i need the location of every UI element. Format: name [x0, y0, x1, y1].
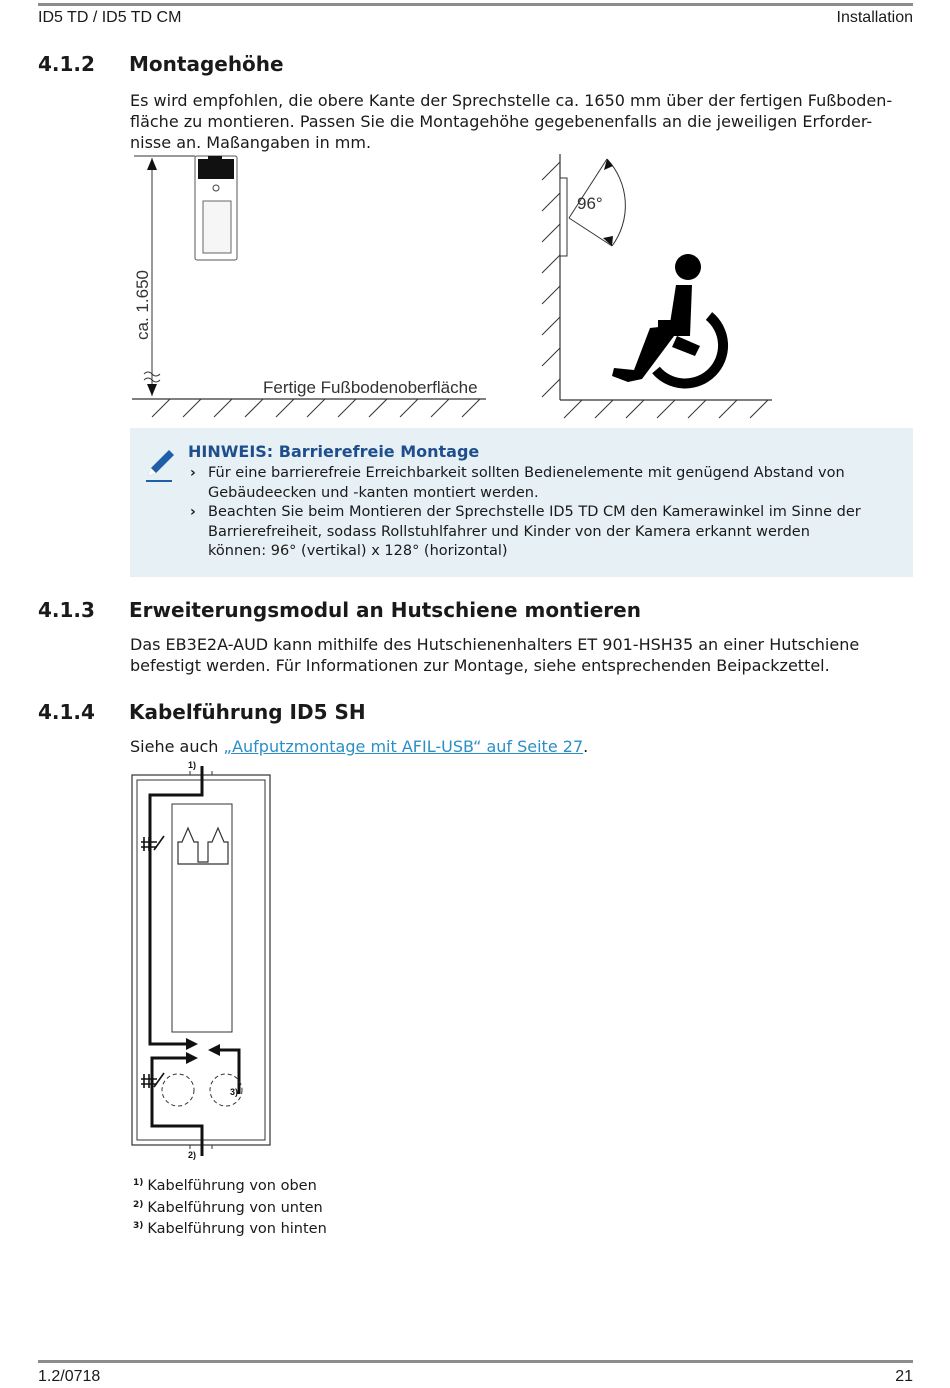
note-box: [130, 428, 913, 577]
note-item: [208, 503, 908, 562]
hatch-mark: [750, 400, 768, 418]
section-title: Montagehöhe: [129, 52, 284, 76]
hatch-mark: [245, 399, 263, 417]
hatch-mark: [542, 379, 560, 397]
note-line: Für eine barrierefreie Erreichbarkeit sollten Bedienelemente mit genügend Abstand von: [208, 465, 845, 481]
hatch-mark: [719, 400, 737, 418]
chevron-right-icon: ›: [190, 465, 196, 481]
section-number: 4.1.2: [38, 52, 95, 76]
hatch-mark: [542, 286, 560, 304]
hatch-mark: [307, 399, 325, 417]
body-line: befestigt werden. Für Informationen zur Montage, siehe entsprechenden Beipackzettel.: [130, 656, 830, 675]
hatch-mark: [431, 399, 449, 417]
section-number: 4.1.4: [38, 700, 95, 724]
note-line: können: 96° (vertikal) x 128° (horizontal): [208, 543, 508, 559]
page-reference-link[interactable]: „Aufputzmontage mit AFIL-USB“ auf Seite 27: [223, 737, 584, 756]
body-line: nisse an. Maßangaben in mm.: [130, 133, 372, 152]
hatch-mark: [542, 317, 560, 335]
arrow-right-icon: [186, 1052, 198, 1064]
header-rule: [38, 3, 913, 6]
see-also-line: [130, 736, 588, 757]
hatch-mark: [542, 255, 560, 273]
body-line: Es wird empfohlen, die obere Kante der Sprechstelle ca. 1650 mm über der fertigen Fußboden-: [130, 91, 893, 110]
floor-hatch-left: [132, 399, 486, 417]
hatch-mark: [462, 399, 480, 417]
arrow-left-icon: [208, 1044, 220, 1056]
hatch-mark: [595, 400, 613, 418]
hatch-mark: [626, 400, 644, 418]
dimension-label: ca. 1.650: [133, 270, 152, 340]
hatch-mark: [542, 348, 560, 366]
intercom-device-drawing: [195, 156, 237, 260]
wall-hatch: [542, 154, 560, 400]
note-line: Barrierefreiheit, sodass Rollstuhlfahrer und Kinder von der Kamera erkannt werden: [208, 523, 810, 540]
hatch-mark: [542, 193, 560, 211]
section-number: 4.1.3: [38, 598, 95, 622]
hatch-mark: [183, 399, 201, 417]
note-line: Beachten Sie beim Montieren der Sprechstelle ID5 TD CM den Kamerawinkel im Sinne der: [208, 504, 861, 520]
header-doc-title: ID5 TD / ID5 TD CM: [38, 9, 182, 26]
mounting-height-figure: [120, 150, 780, 422]
note-title: HINWEIS: Barrierefreie Montage: [188, 442, 480, 461]
callout-label: 2): [188, 1150, 197, 1160]
wheelchair-icon: [612, 254, 723, 384]
page-number: 21: [895, 1368, 913, 1385]
cable-openings: [190, 771, 212, 1149]
footnote-mark: 3): [133, 1221, 144, 1231]
hatch-mark: [542, 224, 560, 242]
footer-version: 1.2/0718: [38, 1368, 101, 1385]
note-line: Gebäudeecken und -kanten montiert werden.: [208, 484, 539, 501]
note-item: [208, 464, 908, 503]
footnote-item: [133, 1196, 327, 1218]
footnote-list: [133, 1174, 327, 1239]
callout-label: 1): [188, 760, 197, 770]
angle-label: 96°: [577, 194, 603, 213]
hatch-mark: [688, 400, 706, 418]
hatch-mark: [542, 162, 560, 180]
see-also-prefix: Siehe auch: [130, 737, 224, 756]
section-body: [130, 90, 915, 153]
hatch-mark: [369, 399, 387, 417]
footnote-mark: 2): [133, 1199, 144, 1210]
cable-routing-figure: [126, 758, 278, 1164]
footnote-text: Kabelführung von oben: [147, 1178, 317, 1194]
pencil-icon: [144, 446, 176, 484]
hatch-mark: [400, 399, 418, 417]
floor-label: Fertige Fußbodenoberfläche: [263, 378, 478, 397]
cable-tie-icon: [141, 836, 164, 1088]
hatch-mark: [276, 399, 294, 417]
footnote-item: [133, 1174, 327, 1196]
callout-label: 3): [230, 1087, 239, 1097]
housing-inner: [137, 780, 265, 1140]
hatch-mark: [564, 400, 582, 418]
footnote-text: Kabelführung von unten: [147, 1199, 323, 1216]
floor-hatch-right: [560, 400, 772, 418]
hatch-mark: [152, 399, 170, 417]
footer-rule: [38, 1360, 913, 1363]
up-arrows-outline: [178, 828, 228, 864]
footnote-item: [133, 1217, 327, 1239]
header-chapter: Installation: [836, 9, 913, 26]
arrow-right-icon: [186, 1038, 198, 1050]
footnote-mark: 1): [133, 1178, 144, 1188]
body-line: Das EB3E2A-AUD kann mithilfe des Hutschienenhalters ET 901-HSH35 an einer Hutschiene: [130, 635, 860, 654]
hatch-mark: [338, 399, 356, 417]
cable-from-top: [150, 766, 202, 1044]
section-title: Erweiterungsmodul an Hutschiene montieren: [129, 598, 641, 622]
chevron-right-icon: ›: [190, 504, 196, 520]
cable-from-bottom: [152, 1058, 202, 1156]
hatch-mark: [657, 400, 675, 418]
body-line: fläche zu montieren. Passen Sie die Montagehöhe gegebenenfalls an die jeweiligen Erforder-: [130, 112, 873, 131]
footnote-text: Kabelführung von hinten: [147, 1221, 327, 1237]
knockout-circle: [162, 1074, 194, 1106]
hatch-mark: [214, 399, 232, 417]
section-title: Kabelführung ID5 SH: [129, 700, 366, 724]
section-body: [130, 634, 913, 676]
see-also-suffix: .: [583, 737, 589, 756]
